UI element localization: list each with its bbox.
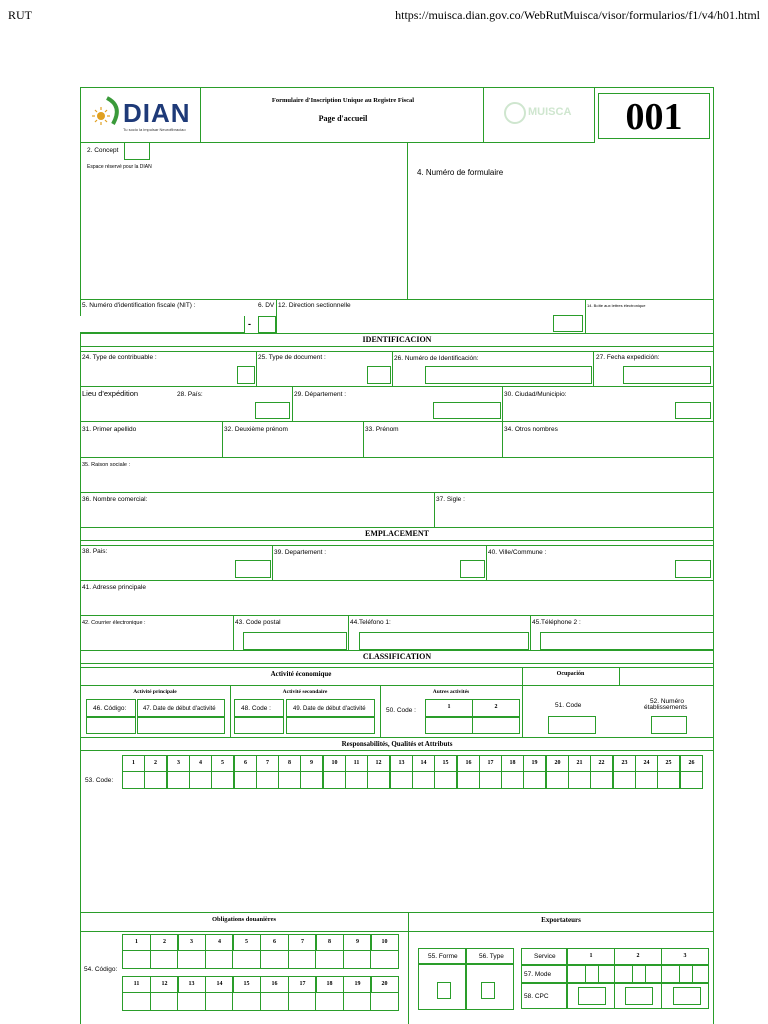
f50-label: 50. Code : <box>386 707 416 714</box>
oblig-code-input[interactable] <box>205 992 234 1011</box>
form-number: 001 <box>625 96 683 138</box>
f55-label-cell: 55. Forme <box>418 948 466 964</box>
f25-label: 25. Type de document : <box>258 354 326 361</box>
other-activity-header: Autres activités <box>432 689 470 695</box>
f32-label: 32. Deuxième prénom <box>224 426 288 433</box>
direction-input[interactable] <box>553 315 583 332</box>
f57-input-3[interactable] <box>679 965 693 983</box>
resp-col-header: 14 <box>412 755 435 772</box>
f56-input[interactable] <box>481 982 495 999</box>
dv-input[interactable] <box>258 316 276 333</box>
f27-label: 27. Fecha expedición: <box>596 354 660 361</box>
resp-col-header: 24 <box>635 755 658 772</box>
oblig-code-input[interactable] <box>288 950 317 969</box>
oblig-code-input[interactable] <box>177 992 206 1011</box>
resp-col-header: 5 <box>211 755 234 772</box>
resp-code-input[interactable] <box>345 771 368 789</box>
resp-col-header: 1 <box>122 755 145 772</box>
oblig-code-input[interactable] <box>315 950 344 969</box>
resp-col-header: 19 <box>523 755 546 772</box>
reserved-label: Espace réservé pour la DIAN <box>87 164 152 170</box>
oblig-code-input[interactable] <box>232 950 261 969</box>
resp-col-header: 16 <box>457 755 480 772</box>
f50-input-2[interactable] <box>472 717 520 734</box>
oblig-code-input[interactable] <box>122 950 151 969</box>
oblig-code-input[interactable] <box>260 992 289 1011</box>
f52-label-a: 52. Numéro <box>650 698 684 705</box>
f40-input[interactable] <box>675 560 711 578</box>
f24-input[interactable] <box>237 366 255 384</box>
resp-col-header: 22 <box>590 755 613 772</box>
oblig-col-header: 16 <box>260 976 289 993</box>
ocupacion-header: Ocupación <box>556 671 585 677</box>
f57-input-2[interactable] <box>632 965 646 983</box>
oblig-col-header: 12 <box>150 976 179 993</box>
oblig-col-header: 17 <box>288 976 317 993</box>
f47-input[interactable] <box>137 717 225 734</box>
resp-col-header: 25 <box>657 755 680 772</box>
oblig-col-header: 11 <box>122 976 151 993</box>
f39-input[interactable] <box>460 560 485 578</box>
oblig-code-input[interactable] <box>150 950 179 969</box>
concept-label: 2. Concept <box>87 147 119 154</box>
oblig-col-header: 9 <box>343 934 372 951</box>
resp-col-header: 18 <box>501 755 524 772</box>
section-responsibilities: Responsabilités, Qualités et Attributs <box>80 737 714 751</box>
f58-input-2[interactable] <box>625 987 653 1005</box>
form-number-box <box>598 93 710 139</box>
resp-code-input[interactable] <box>657 771 680 789</box>
resp-code-input[interactable] <box>144 771 167 789</box>
f35-label: 35. Raison sociale : <box>82 462 130 468</box>
oblig-code-input[interactable] <box>122 992 151 1011</box>
resp-code-input[interactable] <box>256 771 279 789</box>
resp-code-input[interactable] <box>367 771 390 789</box>
resp-code-input[interactable] <box>568 771 591 789</box>
f47-label-cell: 47. Date de début d'activité <box>137 699 225 717</box>
f40-label: 40. Ville/Commune : <box>488 549 547 556</box>
muisca-logo <box>483 87 595 143</box>
form-number-label: 4. Numéro de formulaire <box>417 168 504 177</box>
f50-col-2: 2 <box>472 699 520 717</box>
resp-code-input[interactable] <box>412 771 435 789</box>
oblig-code-input[interactable] <box>205 950 234 969</box>
f56-label-cell: 56. Type <box>466 948 514 964</box>
page-url[interactable]: https://muisca.dian.gov.co/WebRutMuisca/visor/formularios/f1/v4/h01.html <box>395 8 760 22</box>
nit-dash: - <box>248 319 251 329</box>
f36-label: 36. Nombre comercial: <box>82 496 148 503</box>
export-header: Exportateurs <box>541 916 581 924</box>
f33-label: 33. Prénom <box>365 426 399 433</box>
f43-input[interactable] <box>243 632 347 650</box>
f26-input[interactable] <box>425 366 592 384</box>
resp-col-header: 10 <box>323 755 346 772</box>
oblig-code-input[interactable] <box>177 950 206 969</box>
oblig-code-input[interactable] <box>315 992 344 1011</box>
lieu-label: Lieu d'expédition <box>82 389 139 398</box>
resp-col-header: 6 <box>234 755 257 772</box>
service-col-2: 2 <box>614 948 662 965</box>
f52-label-b: établissements <box>644 704 688 711</box>
f28-input[interactable] <box>255 402 290 419</box>
nit-input[interactable] <box>80 316 245 333</box>
resp-col-header: 23 <box>613 755 636 772</box>
resp-col-header: 11 <box>345 755 368 772</box>
f58-label-cell: 58. CPC <box>521 983 567 1009</box>
resp-code-input[interactable] <box>457 771 480 789</box>
resp-code-input[interactable] <box>546 771 569 789</box>
f38-input[interactable] <box>235 560 271 578</box>
resp-code-input[interactable] <box>211 771 234 789</box>
resp-col-header: 3 <box>167 755 190 772</box>
concept-input[interactable] <box>124 142 150 160</box>
oblig-col-header: 5 <box>232 934 261 951</box>
f51-label: 51. Code <box>555 702 582 709</box>
f41-label: 41. Adresse principale <box>82 584 146 591</box>
resp-col-header: 4 <box>189 755 212 772</box>
f45-input[interactable] <box>540 632 714 650</box>
f30-label: 30. Ciudad/Municipio: <box>504 391 567 398</box>
oblig-col-header: 14 <box>205 976 234 993</box>
f44-input[interactable] <box>359 632 529 650</box>
f52-input[interactable] <box>651 716 687 734</box>
f58-input-1[interactable] <box>578 987 606 1005</box>
f39-label: 39. Departement : <box>274 549 327 556</box>
oblig-col-header: 19 <box>343 976 372 993</box>
oblig-code-input[interactable] <box>370 950 399 969</box>
oblig-code-input[interactable] <box>232 992 261 1011</box>
f34-label: 34. Otros nombres <box>504 426 558 433</box>
f49-label-cell: 49. Date de début d'activité <box>286 699 375 717</box>
resp-code-input[interactable] <box>278 771 301 789</box>
resp-col-header: 20 <box>546 755 569 772</box>
resp-code-input[interactable] <box>635 771 658 789</box>
form-title: Formulaire d'Inscription Unique au Registre Fiscal <box>271 97 415 104</box>
f29-label: 29. Département : <box>294 391 347 398</box>
f43-label: 43. Code postal <box>235 619 281 626</box>
service-col-3: 3 <box>661 948 709 965</box>
f48-input[interactable] <box>234 717 284 734</box>
muisca-text: MUISCA <box>528 106 572 118</box>
oblig-code-input[interactable] <box>343 950 372 969</box>
oblig-col-header: 20 <box>370 976 399 993</box>
f44-label: 44.Teléfono 1: <box>350 619 391 626</box>
resp-code-input[interactable] <box>167 771 190 789</box>
f51-input[interactable] <box>548 716 596 734</box>
f30-input[interactable] <box>675 402 711 419</box>
oblig-col-header: 13 <box>177 976 206 993</box>
oblig-header: Obligations douanières <box>212 916 276 923</box>
f31-label: 31. Primer apellido <box>82 426 137 433</box>
resp-col-header: 2 <box>144 755 167 772</box>
section-identification: IDENTIFICACION <box>80 333 714 347</box>
resp-col-header: 12 <box>367 755 390 772</box>
oblig-code-input[interactable] <box>343 992 372 1011</box>
resp-code-input[interactable] <box>590 771 613 789</box>
oblig-col-header: 1 <box>122 934 151 951</box>
oblig-col-header: 7 <box>288 934 317 951</box>
f55-input[interactable] <box>437 982 451 999</box>
resp-col-header: 8 <box>278 755 301 772</box>
f54-label: 54. Código: <box>84 966 118 973</box>
service-col-1: 1 <box>567 948 615 965</box>
page-title: RUT <box>8 8 32 22</box>
resp-col-header: 7 <box>256 755 279 772</box>
f49-input[interactable] <box>286 717 375 734</box>
form-title-block <box>200 87 484 143</box>
f45-label: 45.Téléphone 2 : <box>532 619 581 626</box>
f24-label: 24. Type de contribuable : <box>82 354 157 361</box>
resp-col-header: 21 <box>568 755 591 772</box>
f48-label-cell: 48. Code : <box>234 699 284 717</box>
oblig-col-header: 3 <box>177 934 206 951</box>
f58-input-3[interactable] <box>673 987 701 1005</box>
resp-col-header: 13 <box>390 755 413 772</box>
econ-activity-header: Activité économique <box>270 670 332 678</box>
oblig-col-header: 18 <box>315 976 344 993</box>
resp-code-input[interactable] <box>234 771 257 789</box>
oblig-code-input[interactable] <box>288 992 317 1011</box>
oblig-col-header: 15 <box>232 976 261 993</box>
f28-label: 28. País: <box>177 391 203 398</box>
service-label-cell: Service <box>521 948 567 965</box>
resp-col-header: 15 <box>434 755 457 772</box>
resp-col-header: 17 <box>479 755 502 772</box>
f46-label-cell: 46. Código: <box>86 699 136 717</box>
f57-label-cell: 57. Mode <box>521 965 567 983</box>
resp-code-input[interactable] <box>523 771 546 789</box>
section-classification: CLASSIFICATION <box>80 650 714 664</box>
f46-input[interactable] <box>86 717 136 734</box>
dian-logo <box>80 87 201 143</box>
resp-col-header: 26 <box>680 755 703 772</box>
mail-label: 14. Boîte aux lettres électronique <box>587 303 646 308</box>
resp-code-input[interactable] <box>323 771 346 789</box>
dv-label: 6. DV <box>258 302 275 309</box>
oblig-col-header: 4 <box>205 934 234 951</box>
princ-activity-header: Activité principale <box>133 689 177 695</box>
f37-label: 37. Sigle : <box>436 496 465 503</box>
section-emplacement: EMPLACEMENT <box>80 527 714 541</box>
oblig-code-input[interactable] <box>260 950 289 969</box>
f26-label: 26. Numéro de Identificación: <box>394 355 479 362</box>
resp-code-input[interactable] <box>189 771 212 789</box>
oblig-col-header: 6 <box>260 934 289 951</box>
f38-label: 38. Pais: <box>82 548 108 555</box>
resp-code-input[interactable] <box>122 771 145 789</box>
nit-label: 5. Numéro d'identification fiscale (NIT) : <box>82 302 196 309</box>
resp-code-input[interactable] <box>680 771 703 789</box>
resp-code-input[interactable] <box>390 771 413 789</box>
f53-label: 53. Code: <box>85 777 114 784</box>
logo-tagline: Tu socio la impulsar Neurofibraciao <box>123 127 186 132</box>
direction-label: 12. Direction sectionnelle <box>278 302 351 309</box>
oblig-code-input[interactable] <box>370 992 399 1011</box>
oblig-col-header: 2 <box>150 934 179 951</box>
resp-code-input[interactable] <box>434 771 457 789</box>
resp-col-header: 9 <box>300 755 323 772</box>
f50-col-1: 1 <box>425 699 473 717</box>
form-subtitle: Page d'accueil <box>318 114 368 123</box>
resp-code-input[interactable] <box>501 771 524 789</box>
f50-input-1[interactable] <box>425 717 473 734</box>
resp-code-input[interactable] <box>613 771 636 789</box>
resp-code-input[interactable] <box>300 771 323 789</box>
oblig-col-header: 8 <box>315 934 344 951</box>
oblig-code-input[interactable] <box>150 992 179 1011</box>
f25-input[interactable] <box>367 366 391 384</box>
resp-code-input[interactable] <box>479 771 502 789</box>
oblig-col-header: 10 <box>370 934 399 951</box>
f27-input[interactable] <box>623 366 711 384</box>
logo-text: DIAN <box>123 98 191 128</box>
sec-activity-header: Activité secondaire <box>282 689 328 695</box>
f57-input-1[interactable] <box>585 965 599 983</box>
f42-label: 42. Courrier électronique : <box>82 620 146 626</box>
f29-input[interactable] <box>433 402 501 419</box>
muisca-emblem-icon <box>504 102 526 124</box>
